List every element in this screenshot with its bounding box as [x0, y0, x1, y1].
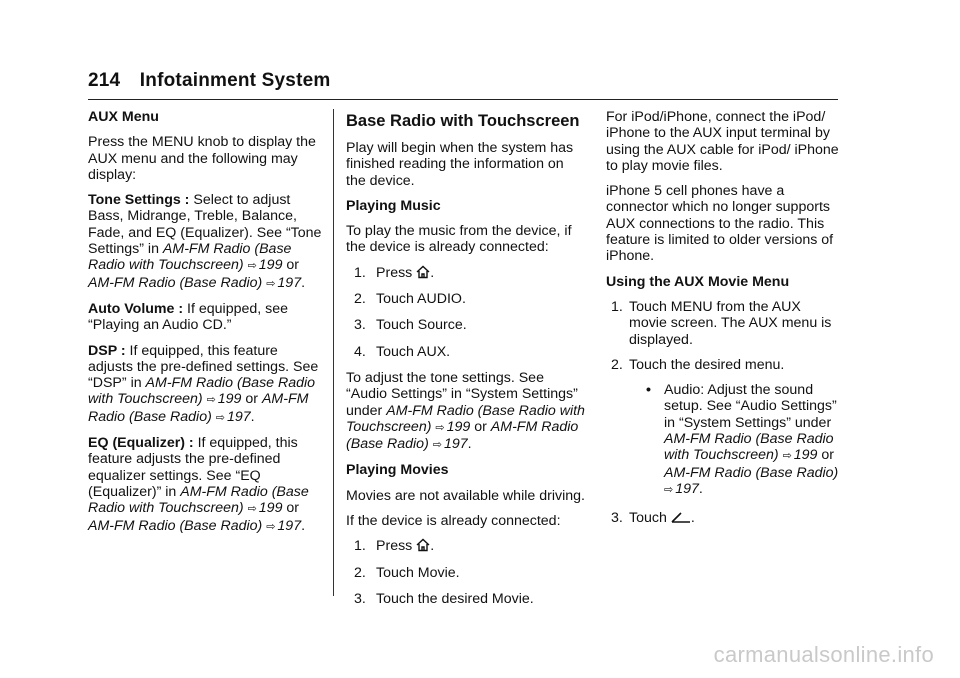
period: . — [698, 480, 703, 497]
audio-ref-touchscreen[interactable]: AM-FM Radio (Base Radio with Touchscreen) — [664, 431, 834, 464]
eq-label: EQ (Equalizer) : — [88, 435, 194, 452]
page-reference-arrow-icon: ⇨ — [266, 277, 276, 290]
dsp-page-197[interactable]: 197 — [226, 408, 251, 425]
tone-settings-label: Tone Settings : — [88, 192, 190, 209]
tone-adjust-page-199[interactable]: 199 — [446, 418, 471, 435]
dsp-page-199[interactable]: 199 — [217, 391, 242, 408]
audio-ref-base[interactable]: AM-FM Radio (Base Radio) — [664, 464, 839, 481]
tone-page-197[interactable]: 197 — [277, 274, 302, 291]
section-title: Infotainment System — [139, 70, 331, 91]
playing-music-heading: Playing Music — [346, 197, 441, 214]
tone-settings-entry — [88, 192, 324, 292]
aux-menu-text: Press the MENU knob to display the AUX menu and the following may display: — [88, 134, 316, 183]
period: . — [301, 274, 306, 291]
aux-movie-step — [606, 510, 842, 526]
tone-adjust-entry — [346, 370, 586, 453]
eq-page-197[interactable]: 197 — [277, 517, 302, 534]
page-reference-arrow-icon: ⇨ — [435, 421, 445, 434]
period: . — [430, 264, 435, 281]
movies-intro: If the device is already connected: — [346, 513, 561, 530]
music-step — [346, 265, 586, 281]
movie-step — [346, 538, 586, 554]
music-intro: To play the music from the device, if the device is already connected: — [346, 223, 572, 256]
step-text: Touch the desired Movie. — [376, 590, 534, 607]
tone-adjust-page-197[interactable]: 197 — [443, 436, 468, 453]
playing-movies-heading: Playing Movies — [346, 462, 449, 479]
movie-step — [346, 565, 586, 581]
music-step — [346, 344, 586, 360]
step-text: Touch AUDIO. — [376, 291, 466, 308]
dsp-ref-base[interactable]: AM-FM Radio (Base Radio) — [88, 391, 309, 425]
period: . — [301, 517, 306, 534]
step-number: 1. — [354, 264, 366, 281]
or-text: or — [470, 418, 491, 435]
aux-movie-step — [606, 299, 842, 348]
tone-adjust-ref-touchscreen[interactable]: AM-FM Radio (Base Radio with Touchscreen) — [346, 402, 585, 435]
auto-volume-label: Auto Volume : — [88, 300, 184, 317]
bullet-text: Audio: Adjust the sound setup. See “Audio Settings” in “System Settings” under — [664, 382, 837, 431]
page-header — [88, 70, 330, 92]
tone-adjust-ref-base[interactable]: AM-FM Radio (Base Radio) — [346, 418, 579, 453]
dsp-text: If equipped, this feature adjusts the pre-defined settings. See “DSP” in — [88, 342, 319, 392]
step-number: 2. — [354, 291, 366, 308]
page-reference-arrow-icon: ⇨ — [215, 411, 225, 424]
page-reference-arrow-icon: ⇨ — [206, 394, 216, 407]
tone-settings-text: Select to adjust Bass, Midrange, Treble, Balance, Fade, and EQ (Equalizer). See “Tone Settings” in — [88, 192, 322, 258]
movie-step — [346, 591, 586, 607]
page-number: 214 — [88, 70, 121, 91]
step-number: 3. — [354, 590, 366, 607]
step-text: Touch Source. — [376, 317, 467, 334]
or-text: or — [282, 257, 300, 274]
step-number: 1. — [611, 298, 623, 315]
step-number: 3. — [611, 510, 623, 527]
period: . — [467, 436, 472, 453]
bullet-dot: • — [646, 382, 651, 399]
tone-page-199[interactable]: 199 — [258, 257, 283, 274]
eq-text: If equipped, this feature adjusts the pre-defined equalizer settings. See “EQ (Equalizer)” in — [88, 435, 298, 500]
bullet-text-wrap — [664, 382, 842, 498]
back-arrow-icon — [671, 511, 691, 524]
or-text: or — [241, 391, 262, 408]
audio-page-199[interactable]: 199 — [793, 447, 818, 464]
tone-adjust-text: To adjust the tone settings. See “Audio Settings” in “System Settings” under — [346, 369, 578, 419]
iphone5-text: iPhone 5 cell phones have a connector which no longer supports AUX connections to the radio. This feature is limited to older versions of iPhone. — [606, 183, 834, 265]
step-number: 4. — [354, 343, 366, 360]
page-reference-arrow-icon: ⇨ — [782, 450, 792, 463]
step-text: Press — [376, 264, 413, 281]
page-reference-arrow-icon: ⇨ — [247, 260, 257, 273]
music-step — [346, 291, 586, 307]
column-middle — [346, 109, 586, 617]
step-number: 2. — [354, 564, 366, 581]
home-icon — [416, 538, 430, 552]
auto-volume-entry — [88, 301, 324, 334]
step-number: 2. — [611, 356, 623, 373]
or-text: or — [282, 500, 300, 517]
step-text: Touch the desired menu. — [629, 356, 785, 373]
intro-text: Play will begin when the system has finished reading the information on the device. — [346, 140, 574, 189]
tone-ref-base[interactable]: AM-FM Radio (Base Radio) — [88, 274, 263, 291]
aux-movie-menu-heading: Using the AUX Movie Menu — [606, 273, 790, 290]
ipod-text: For iPod/iPhone, connect the iPod/ iPhone to the AUX input terminal by using the AUX cable for iPod/ iPhone to play movie files. — [606, 109, 839, 174]
step-text: Press — [376, 538, 413, 555]
tone-ref-touchscreen[interactable]: AM-FM Radio (Base Radio with Touchscreen) — [88, 241, 292, 274]
audio-bullet — [646, 382, 842, 498]
auto-volume-text: If equipped, see “Playing an Audio CD.” — [88, 300, 289, 334]
or-text: or — [817, 447, 835, 464]
page-reference-arrow-icon: ⇨ — [247, 503, 257, 516]
eq-page-199[interactable]: 199 — [258, 500, 283, 517]
column-left — [88, 109, 324, 544]
step-text: Touch AUX. — [376, 343, 451, 360]
period: . — [690, 510, 695, 527]
step-text: Touch — [629, 510, 667, 527]
dsp-ref-touchscreen[interactable]: AM-FM Radio (Base Radio with Touchscreen) — [88, 375, 316, 408]
home-icon — [416, 265, 430, 279]
page-reference-arrow-icon: ⇨ — [664, 483, 674, 496]
step-number: 3. — [354, 317, 366, 334]
section-heading: Base Radio with Touchscreen — [346, 112, 580, 130]
eq-ref-touchscreen[interactable]: AM-FM Radio (Base Radio with Touchscreen) — [88, 483, 309, 517]
aux-movie-step — [606, 357, 842, 373]
step-text: Touch Movie. — [376, 564, 460, 581]
dsp-entry — [88, 343, 324, 426]
eq-entry — [88, 435, 324, 535]
eq-ref-base[interactable]: AM-FM Radio (Base Radio) — [88, 517, 263, 534]
column-right — [606, 109, 842, 527]
step-text: Touch MENU from the AUX movie screen. The AUX menu is displayed. — [629, 298, 832, 348]
movies-text: Movies are not available while driving. — [346, 487, 585, 504]
dsp-label: DSP : — [88, 342, 126, 359]
header-rule — [88, 99, 838, 100]
column-divider — [333, 109, 334, 596]
step-text-wrap — [629, 510, 842, 526]
audio-page-197[interactable]: 197 — [675, 480, 699, 497]
step-number: 1. — [354, 538, 366, 555]
page-reference-arrow-icon: ⇨ — [432, 439, 442, 452]
period: . — [250, 408, 255, 425]
page-reference-arrow-icon: ⇨ — [266, 520, 276, 533]
aux-menu-heading: AUX Menu — [88, 109, 159, 125]
music-step — [346, 317, 586, 333]
watermark: carmanualsonline.info — [713, 642, 934, 667]
period: . — [430, 538, 435, 555]
